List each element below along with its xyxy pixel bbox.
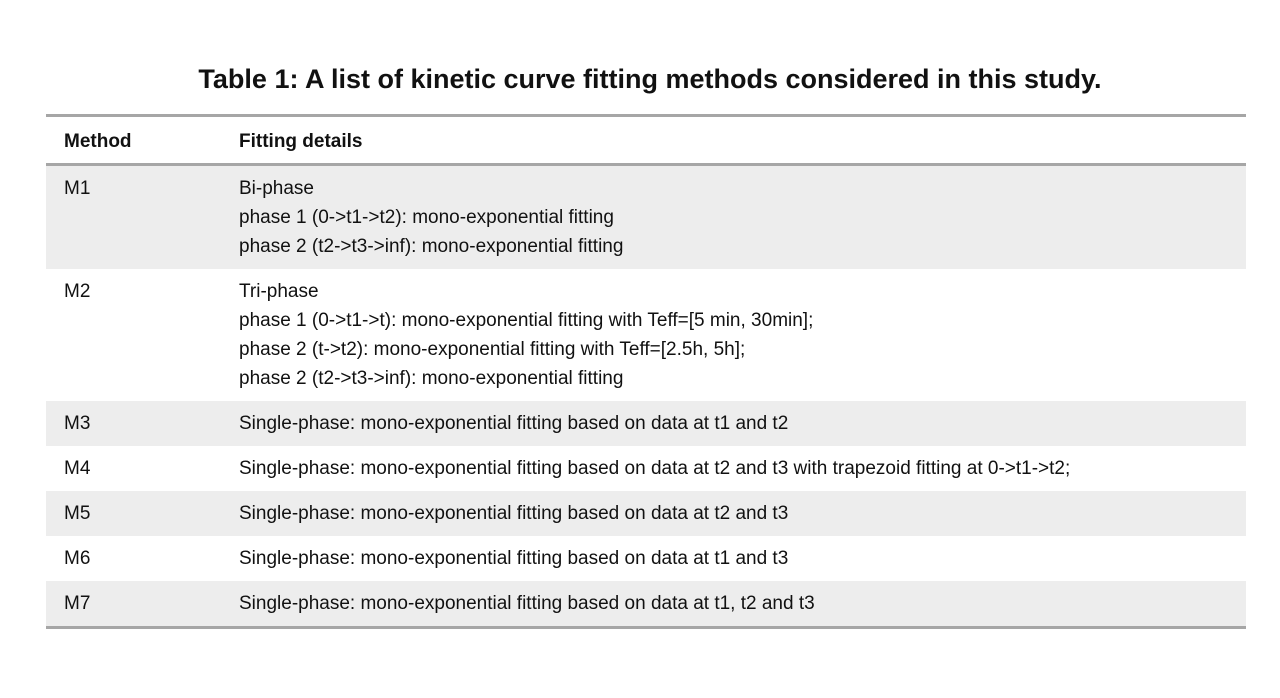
column-header-details: Fitting details <box>239 131 363 152</box>
details-line: Single-phase: mono-exponential fitting based on data at t1 and t2 <box>239 413 789 434</box>
method-cell: M4 <box>64 458 91 479</box>
details-line: Tri-phase <box>239 281 319 302</box>
table-row <box>46 401 1246 446</box>
details-cell <box>239 491 1246 536</box>
method-cell: M3 <box>64 413 91 434</box>
method-cell: M2 <box>64 281 91 302</box>
details-line: phase 1 (0->t1->t): mono-exponential fitting with Teff=[5 min, 30min]; <box>239 310 814 331</box>
details-line: phase 1 (0->t1->t2): mono-exponential fitting <box>239 207 614 228</box>
method-cell: M6 <box>64 548 91 569</box>
details-line: Bi-phase <box>239 178 314 199</box>
table-caption: Table 1: A list of kinetic curve fitting methods considered in this study. <box>198 64 1102 94</box>
method-cell: M5 <box>64 503 91 524</box>
details-line: Single-phase: mono-exponential fitting based on data at t1 and t3 <box>239 548 789 569</box>
details-cell <box>239 581 1246 628</box>
details-cell <box>239 165 1246 270</box>
method-cell: M1 <box>64 178 91 199</box>
details-line: phase 2 (t2->t3->inf): mono-exponential fitting <box>239 236 624 257</box>
details-line: Single-phase: mono-exponential fitting based on data at t2 and t3 <box>239 503 789 524</box>
table-row <box>46 581 1246 628</box>
details-cell <box>239 269 1246 401</box>
methods-table <box>46 114 1246 629</box>
details-cell <box>239 536 1246 581</box>
header-row <box>46 116 1246 165</box>
table-row <box>46 491 1246 536</box>
table-row <box>46 269 1246 401</box>
column-header-method: Method <box>64 131 132 152</box>
details-cell <box>239 401 1246 446</box>
table-header <box>46 116 1246 165</box>
table-row <box>46 165 1246 270</box>
method-cell: M7 <box>64 593 91 614</box>
table-row <box>46 536 1246 581</box>
details-line: Single-phase: mono-exponential fitting based on data at t1, t2 and t3 <box>239 593 815 614</box>
details-cell <box>239 446 1246 491</box>
details-line: phase 2 (t->t2): mono-exponential fitting with Teff=[2.5h, 5h]; <box>239 339 746 360</box>
details-line: Single-phase: mono-exponential fitting based on data at t2 and t3 with trapezoid fitting at 0->t1->t2; <box>239 458 1071 479</box>
table-row <box>46 446 1246 491</box>
table-body <box>46 165 1246 628</box>
details-line: phase 2 (t2->t3->inf): mono-exponential fitting <box>239 368 624 389</box>
